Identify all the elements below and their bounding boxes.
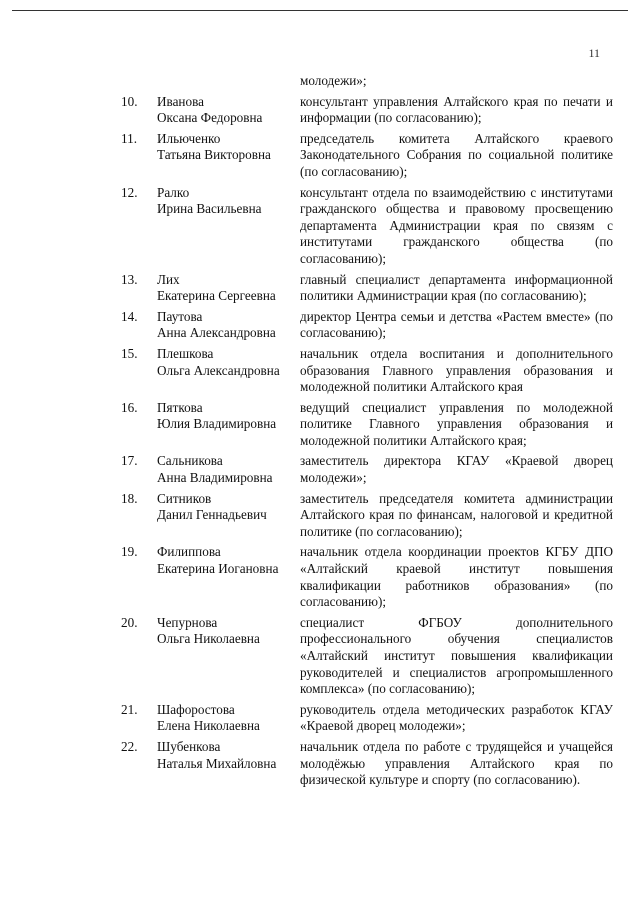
item-number: 13. bbox=[121, 271, 138, 287]
role-text: специалист ФГБОУ дополнительного профессионального обучения специалистов «Алтайский институт повышения квалификации руководителей и специалистов агропромышленного комплекса» (по согласованию); bbox=[300, 614, 613, 697]
list-item bbox=[121, 615, 613, 698]
role-text: заместитель председателя комитета администрации Алтайского края по финансам, налоговой и кредитной политике (по согласованию); bbox=[300, 490, 613, 539]
item-number: 16. bbox=[121, 399, 138, 415]
page-number: 11 bbox=[588, 46, 600, 60]
list-item bbox=[121, 94, 613, 127]
surname: Иванова bbox=[157, 93, 204, 109]
item-number: 11. bbox=[121, 130, 137, 146]
person-name bbox=[157, 272, 300, 305]
item-number: 17. bbox=[121, 453, 138, 469]
person-name bbox=[157, 94, 300, 127]
person-name bbox=[157, 453, 300, 486]
list-item bbox=[121, 702, 613, 735]
first-name: Екатерина Сергеевна bbox=[157, 288, 276, 304]
surname: Филиппова bbox=[157, 544, 221, 560]
item-number: 14. bbox=[121, 308, 138, 324]
list-item bbox=[121, 346, 613, 396]
role-text: директор Центра семьи и детства «Растем вместе» (по согласованию); bbox=[300, 308, 613, 341]
first-name: Ольга Александровна bbox=[157, 362, 280, 378]
list-item bbox=[121, 185, 613, 268]
surname: Шубенкова bbox=[157, 738, 221, 754]
first-name: Ольга Николаевна bbox=[157, 631, 260, 647]
surname: Пяткова bbox=[157, 399, 203, 415]
first-name: Ирина Васильевна bbox=[157, 201, 262, 217]
list-item bbox=[121, 739, 613, 789]
role-text: ведущий специалист управления по молодежной политике Главного управления образования и молодежной политики Алтайского края; bbox=[300, 399, 613, 448]
surname: Плешкова bbox=[157, 345, 214, 361]
person-name bbox=[157, 400, 300, 450]
role-text: заместитель директора КГАУ «Краевой дворец молодежи»; bbox=[300, 453, 613, 486]
surname: Ралко bbox=[157, 184, 190, 200]
surname: Чепурнова bbox=[157, 614, 218, 630]
list-item bbox=[121, 453, 613, 486]
role-text: начальник отдела воспитания и дополнительного образования Главного управления образования и молодежной политики Алтайского края bbox=[300, 345, 613, 395]
first-name: Данил Геннадьевич bbox=[157, 507, 267, 523]
surname: Ильюченко bbox=[157, 130, 221, 146]
first-name: Наталья Михайловна bbox=[157, 755, 277, 771]
surname: Лих bbox=[157, 271, 180, 287]
surname: Паутова bbox=[157, 308, 203, 324]
first-name: Оксана Федоровна bbox=[157, 110, 263, 126]
first-name: Анна Владимировна bbox=[157, 470, 273, 486]
list-item bbox=[121, 309, 613, 342]
item-number: 22. bbox=[121, 738, 138, 754]
item-number: 12. bbox=[121, 184, 138, 200]
person-name bbox=[157, 185, 300, 268]
item-number: 18. bbox=[121, 490, 138, 506]
role-text: молодежи»; bbox=[300, 73, 367, 88]
first-name: Анна Александровна bbox=[157, 325, 276, 341]
person-name bbox=[157, 615, 300, 698]
item-number: 15. bbox=[121, 345, 138, 361]
person-name bbox=[157, 702, 300, 735]
item-number: 21. bbox=[121, 701, 138, 717]
first-name: Татьяна Викторовна bbox=[157, 147, 271, 163]
role-text: председатель комитета Алтайского краевого Законодательного Собрания по социальной политике (по согласованию); bbox=[300, 130, 613, 179]
item-number: 19. bbox=[121, 544, 138, 560]
person-name bbox=[157, 309, 300, 342]
surname: Шафоростова bbox=[157, 701, 235, 717]
role-text: руководитель отдела методических разработок КГАУ «Краевой дворец молодежи»; bbox=[300, 701, 613, 734]
list-item bbox=[121, 544, 613, 610]
first-name: Юлия Владимировна bbox=[157, 416, 277, 432]
list-item bbox=[121, 491, 613, 541]
list-item bbox=[121, 272, 613, 305]
role-text: начальник отдела координации проектов КГБУ ДПО «Алтайский краевой институт повышения квалификации работников образования» (по согласованию); bbox=[300, 544, 613, 610]
person-name bbox=[157, 346, 300, 396]
person-name bbox=[157, 491, 300, 541]
item-number: 20. bbox=[121, 614, 138, 630]
role-text: начальник отдела по работе с трудящейся и учащейся молодёжью управления Алтайского края по физической культуре и спорту (по согласованию). bbox=[300, 738, 613, 788]
first-name: Елена Николаевна bbox=[157, 718, 260, 734]
surname: Сальникова bbox=[157, 453, 223, 469]
person-name bbox=[157, 739, 300, 789]
role-text: консультант отдела по взаимодействию с институтами гражданского общества и правовому просвещению департамента Администрации края по связям с институтами гражданского общества (по согласованию); bbox=[300, 184, 613, 266]
surname: Ситников bbox=[157, 490, 212, 506]
members-list bbox=[121, 73, 613, 789]
list-item-continuation bbox=[121, 73, 613, 90]
person-name bbox=[157, 131, 300, 181]
list-item bbox=[121, 400, 613, 450]
person-name bbox=[157, 544, 300, 610]
item-number: 10. bbox=[121, 93, 138, 109]
role-text: главный специалист департамента информационной политики Администрации края (по согласованию); bbox=[300, 271, 613, 304]
first-name: Екатерина Иогановна bbox=[157, 561, 279, 577]
top-border-line bbox=[12, 10, 628, 11]
role-text: консультант управления Алтайского края по печати и информации (по согласованию); bbox=[300, 93, 613, 126]
list-item bbox=[121, 131, 613, 181]
